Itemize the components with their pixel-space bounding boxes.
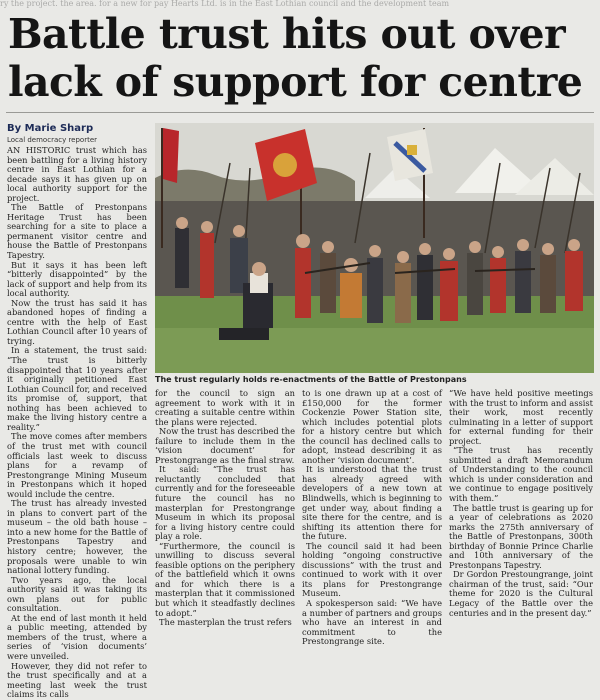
paragraph: But it says it has been left “bitterly disappointed” by the lack of support and help from its local authority. [7,259,147,299]
byline: By Marie Sharp [7,123,94,134]
paragraph: “We have held positive meetings with the trust to inform and assist their work, most recently culminating in a letter of support for external funding for their project. [449,388,593,446]
paragraph: “The trust has recently submitted a draft Memorandum of Understanding to the council which is under consideration and we continue to engage positively with them.” [449,445,593,504]
paragraph: The council said it had been holding “ongoing constructive discussions” with the trust and continued to work with it over its plans for Prestongrange Museum. [302,540,442,599]
author-role: Local democracy reporter [7,136,98,144]
paragraph: The masterplan the trust refers [159,617,292,628]
paragraph: It said: “The trust has reluctantly concluded that currently and for the foreseeable future the council has no masterplan for Prestongrange Museum in which its proposal for a living history centre could play a role. [155,464,295,542]
paragraph: It is understood that the trust has already agreed with developers of a new town at Blindwells, which is beginning to get under way, about finding a site there for the centre, and is shifting its attention there for the future. [302,464,442,542]
reenactment-photo-icon [155,123,594,373]
article-column-4 [449,389,593,618]
paragraph: Two years ago, the local authority said it was taking its own plans out for public consultation. [7,574,147,614]
photo-caption: The trust regularly holds re-enactments of the Battle of Prestonpans [155,375,467,384]
article-column-2 [155,389,295,628]
paragraph: The Battle of Prestonpans Heritage Trust has been searching for a site to place a permanent visitor centre and house the Battle of Prestonpans Tapestry. [7,202,147,261]
paragraph: The trust has already invested in plans to convert part of the museum – the old bath house – into a new home for the Battle of Prestonpans Tapestry and history centre; however, the proposals were unable to win national lottery funding. [7,498,147,576]
paragraph: Dr Gordon Prestoungrange, joint chairman of the trust, said: “Our theme for 2020 is the Cultural Legacy of the Battle over the centuries and in the present day.” [449,569,593,618]
paragraph: A spokesperson said: “We have a number of partners and groups who have an interest in and commitment to the Prestongrange site. [302,598,442,647]
article-column-1 [7,146,147,700]
paragraph: The move comes after members of the trust met with council officials last week to discuss plans for a revamp of Prestongrange Mining Museum in Prestonpans which it hoped would include the centre. [7,431,147,499]
headline: Battle trust hits out over lack of support for centre [8,10,583,106]
paragraph: Now the trust has described the failure to include them in the ‘vision document’ for Prestongrange as the final straw. [155,426,295,465]
paragraph: The battle trust is gearing up for a year of celebrations as 2020 marks the 275th anniversary of the Battle of Prestonpans, 300th birthday of Bonnie Prince Charlie and 10th anniversary of the Prestonpans Tapestry. [449,502,593,570]
article-column-3 [302,389,442,647]
paragraph: At the end of last month it held a public meeting, attended by members of the trust, where a series of ‘vision documents’ were unveiled. [7,612,147,661]
headline-divider [6,112,594,113]
paragraph: to is one drawn up at a cost of £150,000 for the former Cockenzie Power Station site, which includes potential plots for a history centre but which the council has declined calls to adopt, instead describing it as another ‘vision document’. [302,388,442,465]
paragraph: In a statement, the trust said: “The trust is bitterly disappointed that 10 years after it originally petitioned East Lothian Council for, and received its promise of, support, that nothing has been achieved to make the living history centre a reality.” [7,345,148,432]
paragraph: “Furthermore, the council is unwilling to discuss several feasible options on the periphery of the battlefield which it owns and for which there is a masterplan that it commissioned but which it steadfastly declines to adopt.” [155,540,295,618]
paragraph: for the council to sign an agreement to work with it in creating a suitable centre within the plans were rejected. [155,388,295,427]
paragraph: Now the trust has said it has abandoned hopes of finding a centre with the help of East Lothian Council after 10 years of trying. [7,297,147,346]
previous-article-fragment: ry the project. the area. for a new for pay Hearts Ltd. is in the East Lothian council and the development team [0,0,450,8]
paragraph: AN HISTORIC trust which has been battling for a living history centre in East Lothian for a decade says it has given up on local authority support for the project. [7,145,147,203]
paragraph: However, they did not refer to the trust specifically and at a meeting last week the trust claims its calls [7,660,147,700]
